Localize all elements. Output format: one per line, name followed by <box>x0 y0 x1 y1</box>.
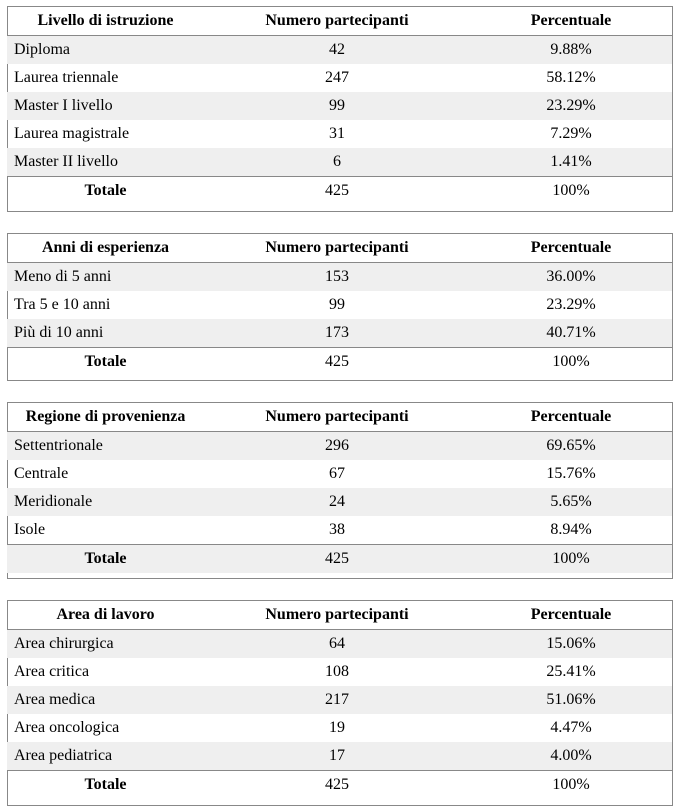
count-cell: 173 <box>204 319 470 348</box>
percent-cell: 51.06% <box>470 686 672 714</box>
category-cell: Settentrionale <box>7 432 204 461</box>
category-cell: Area critica <box>14 663 90 680</box>
count-cell: 67 <box>329 465 345 482</box>
column-header: Percentuale <box>470 234 672 263</box>
experience-table <box>7 234 672 376</box>
table-row <box>7 36 672 65</box>
table-row <box>7 64 672 92</box>
table-header-row <box>7 601 672 630</box>
table-row <box>7 488 672 516</box>
column-header: Numero partecipanti <box>204 601 470 630</box>
count-cell: 19 <box>329 719 345 736</box>
category-cell: Area pediatrica <box>7 742 204 771</box>
column-header: Numero partecipanti <box>204 7 470 36</box>
category-cell: Area medica <box>7 686 204 714</box>
category-cell: Tra 5 e 10 anni <box>14 296 111 313</box>
category-cell: Meridionale <box>7 488 204 516</box>
percent-cell: 23.29% <box>470 92 672 120</box>
table-row <box>7 658 672 686</box>
percent-cell: 9.88% <box>470 36 672 65</box>
percent-cell: 58.12% <box>546 69 596 86</box>
count-cell: 17 <box>204 742 470 771</box>
count-cell: 153 <box>204 263 470 292</box>
work-area-table <box>7 601 672 799</box>
table-header-row <box>7 403 672 432</box>
percent-cell: 4.00% <box>470 742 672 771</box>
percent-cell: 15.76% <box>546 465 596 482</box>
region-table <box>7 403 672 573</box>
table-row <box>7 291 672 319</box>
category-cell: Laurea triennale <box>14 69 119 86</box>
category-cell: Diploma <box>7 36 204 65</box>
percent-cell: 15.06% <box>470 630 672 659</box>
count-cell: 296 <box>204 432 470 461</box>
category-cell: Laurea magistrale <box>14 125 130 142</box>
percent-cell: 8.94% <box>550 521 592 538</box>
total-label: Totale <box>7 348 204 377</box>
table-row <box>7 92 672 120</box>
percent-cell: 69.65% <box>470 432 672 461</box>
table-row <box>7 432 672 461</box>
count-cell: 31 <box>329 125 345 142</box>
category-cell: Master I livello <box>7 92 204 120</box>
percent-cell: 4.47% <box>550 719 592 736</box>
total-percent: 100% <box>470 177 672 206</box>
percent-cell: 1.41% <box>470 148 672 177</box>
count-cell: 24 <box>204 488 470 516</box>
total-count: 425 <box>204 348 470 377</box>
count-cell: 247 <box>325 69 349 86</box>
total-label: Totale <box>7 771 204 800</box>
total-count: 425 <box>204 771 470 800</box>
column-header: Regione di provenienza <box>7 403 204 432</box>
column-header: Numero partecipanti <box>204 234 470 263</box>
column-header: Percentuale <box>470 7 672 36</box>
table-row <box>7 742 672 771</box>
total-percent: 100% <box>470 771 672 800</box>
category-cell: Master II livello <box>7 148 204 177</box>
total-row <box>7 348 672 377</box>
total-percent: 100% <box>470 545 672 574</box>
column-header: Numero partecipanti <box>204 403 470 432</box>
column-header: Percentuale <box>470 601 672 630</box>
category-cell: Meno di 5 anni <box>7 263 204 292</box>
column-header: Percentuale <box>470 403 672 432</box>
percent-cell: 25.41% <box>546 663 596 680</box>
total-percent: 100% <box>470 348 672 377</box>
column-header: Livello di istruzione <box>7 7 204 36</box>
count-cell: 108 <box>325 663 349 680</box>
total-label: Totale <box>7 545 204 574</box>
table-row <box>7 516 672 545</box>
column-header: Anni di esperienza <box>7 234 204 263</box>
table-row <box>7 714 672 742</box>
count-cell: 99 <box>204 92 470 120</box>
count-cell: 38 <box>329 521 345 538</box>
total-row <box>7 771 672 800</box>
column-header: Area di lavoro <box>7 601 204 630</box>
count-cell: 6 <box>204 148 470 177</box>
category-cell: Area oncologica <box>14 719 120 736</box>
count-cell: 217 <box>204 686 470 714</box>
total-row <box>7 177 672 206</box>
category-cell: Centrale <box>14 465 69 482</box>
table-row <box>7 460 672 488</box>
table-row <box>7 319 672 348</box>
total-row <box>7 545 672 574</box>
table-row <box>7 686 672 714</box>
category-cell: Più di 10 anni <box>7 319 204 348</box>
education-table <box>7 7 672 205</box>
percent-cell: 23.29% <box>546 296 596 313</box>
table-row <box>7 120 672 148</box>
table-header-row <box>7 7 672 36</box>
table-row <box>7 263 672 292</box>
category-cell: Isole <box>14 521 46 538</box>
table-row <box>7 148 672 177</box>
table-row <box>7 630 672 659</box>
total-count: 425 <box>204 545 470 574</box>
category-cell: Area chirurgica <box>7 630 204 659</box>
percent-cell: 36.00% <box>470 263 672 292</box>
count-cell: 99 <box>329 296 345 313</box>
count-cell: 64 <box>204 630 470 659</box>
percent-cell: 7.29% <box>550 125 592 142</box>
percent-cell: 40.71% <box>470 319 672 348</box>
percent-cell: 5.65% <box>470 488 672 516</box>
total-count: 425 <box>204 177 470 206</box>
table-header-row <box>7 234 672 263</box>
total-label: Totale <box>7 177 204 206</box>
count-cell: 42 <box>204 36 470 65</box>
